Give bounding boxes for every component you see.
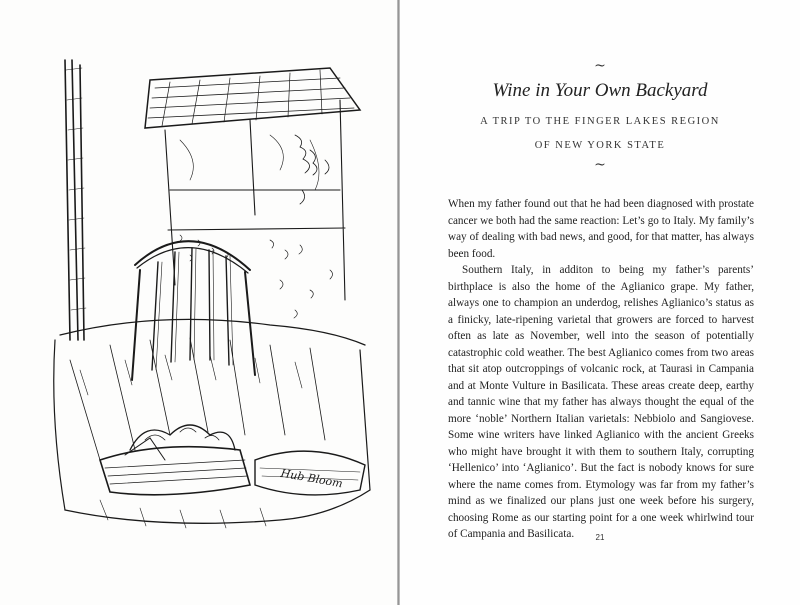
paragraph-2: Southern Italy, in additon to being my father’s parents’ birthplace is also the home of the Aglianico grape. My father, always one to champion an underdog, relishes Aglianico’s status as a finicky, late-ripening varietal that growers are forced to harvest often as late as November, well into the season of potentially catastrophic cold weather. The best Aglianico comes from two areas that sit atop outcroppings of volcanic rock, at Taurasi in Campania and at Monte Vulture in Basilicata. These areas create deep, earthy and tannic wine that my father has always thought the equal of the more ‘noble’ Northern Italian varietals: Nebbiolo and Sangiovese. Some wine writers have linked Aglianico with the ancient Greeks who might have brought it with them to southern Italy, corrupting ‘Hellenico’ into ‘Aglianico’. But the fact is nobody knows for sure where the name comes from. Etymology was far from my father’s mind as we finalized our plans just one week before his surgery, choosing Rome as our starting point for a one week whirlwind tour of Campania and Basilicata. xyxy=(448,264,754,540)
bottom-ornament: ~ xyxy=(594,157,606,173)
right-page xyxy=(400,0,800,605)
chapter-subtitle: A TRIP TO THE FINGER LAKES REGION OF NEW YORK STATE xyxy=(480,116,720,151)
body-text xyxy=(448,196,754,543)
top-ornament: ~ xyxy=(594,58,606,74)
chapter-title: Wine in Your Own Backyard xyxy=(492,80,708,101)
sketch-illustration xyxy=(40,40,380,600)
artist-signature: Hub Bloom xyxy=(279,466,344,491)
page-number: 21 xyxy=(595,533,605,542)
paragraph-1: When my father found out that he had been diagnosed with prostate cancer we both had the same reaction: Let’s go to Italy. My family’s way of dealing with bad news, and good, for that matter, has always been food. xyxy=(448,198,754,260)
left-page xyxy=(0,0,398,605)
